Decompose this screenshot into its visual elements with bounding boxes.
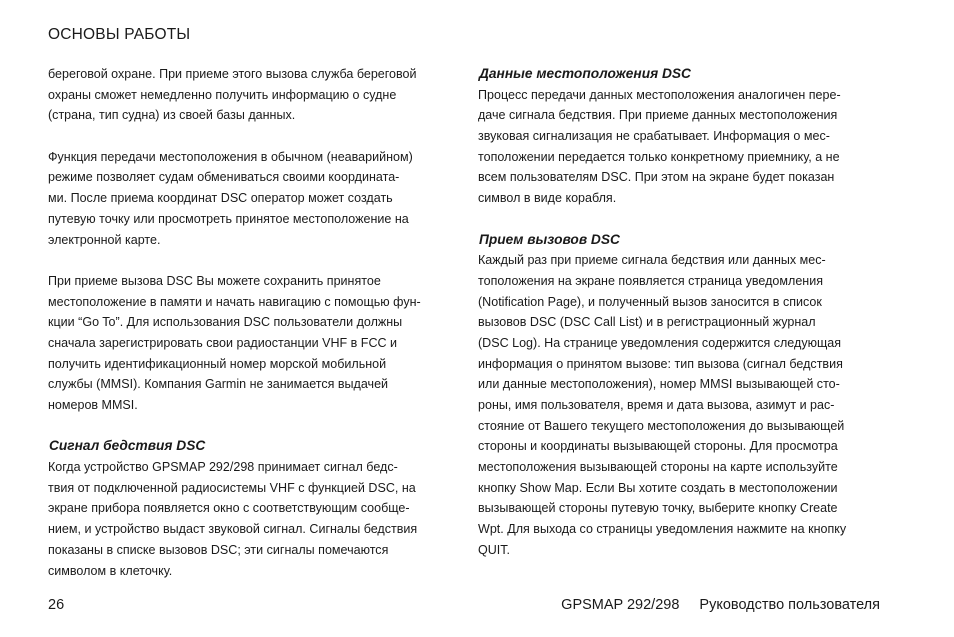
text-line: роны, имя пользователя, время и дата вызова, азимут и рас-: [478, 398, 835, 412]
paragraph: [478, 85, 888, 209]
text-line: кнопку Show Map. Если Вы хотите создать в местоположении: [478, 480, 838, 495]
text-line: путевую точку или просмотреть принятое местоположение на: [48, 211, 409, 226]
text-line: получить идентификационный номер морской мобильной: [48, 356, 387, 371]
text-line: нием, и устройство выдаст звуковой сигнал. Сигналы бедствия: [48, 522, 418, 537]
text-line: информация о принятом вызове: тип вызова (сигнал бедствия: [478, 356, 843, 371]
text-line: звуковая сигнализация не срабатывает. Информация о мес-: [478, 129, 830, 144]
paragraph: [48, 147, 458, 250]
text-line: (Notification Page), и полученный вызов заносится в список: [478, 294, 822, 309]
text-line: Процесс передачи данных местоположения аналогичен пере-: [478, 87, 841, 102]
right-column: [478, 64, 888, 561]
document-title: Руководство пользователя: [699, 597, 880, 613]
paragraph: [48, 271, 458, 416]
text-line: номеров MMSI.: [48, 398, 138, 412]
paragraph: [48, 64, 458, 126]
text-line: местоположения вызывающей стороны на карте используйте: [478, 460, 838, 475]
text-line: ми. После приема координат DSC оператор может создать: [48, 191, 393, 206]
text-line: даче сигнала бедствия. При приеме данных местоположения: [478, 108, 838, 123]
paragraph-gap: [478, 209, 888, 230]
paragraph-gap: [48, 126, 458, 147]
text-line: При приеме вызова DSC Вы можете сохранить принятое: [48, 273, 381, 288]
text-line: электронной карте.: [48, 232, 161, 247]
paragraph-gap: [48, 416, 458, 437]
text-line: сначала зарегистрировать свои радиостанции VHF в FCC и: [48, 335, 398, 350]
text-line: тоположения на экране появляется страница уведомления: [478, 273, 824, 288]
text-line: вызывающей стороны путевую точку, выберите кнопку Create: [478, 501, 838, 516]
text-line: режиме позволяет судам обмениваться своими координата-: [48, 170, 400, 185]
footer-title: [561, 597, 880, 613]
text-line: всем пользователям DSC. При этом на экране будет показан: [478, 170, 835, 185]
text-line: стояние от Вашего текущего местоположения до вызывающей: [478, 418, 845, 433]
text-line: показаны в списке вызовов DSC; эти сигналы помечаются: [48, 542, 389, 557]
text-line: Каждый раз при приеме сигнала бедствия или данных мес-: [478, 253, 826, 268]
text-line: Функция передачи местоположения в обычном (неаварийном): [48, 149, 413, 164]
section-heading: Данные местоположения DSC: [479, 66, 691, 81]
text-line: или данные местоположения), номер MMSI вызывающей сто-: [478, 377, 840, 392]
text-line: стороны и координаты вызывающей стороны. Для просмотра: [478, 439, 838, 454]
text-line: символ в виде корабля.: [478, 191, 617, 206]
text-line: береговой охране. При приеме этого вызова служба береговой: [48, 67, 417, 81]
text-line: местоположение в памяти и начать навигацию с помощью фун-: [48, 294, 421, 309]
text-line: тоположении передается только конкретному приемнику, а не: [478, 149, 840, 164]
left-column: [48, 64, 458, 581]
section-title: ОСНОВЫ РАБОТЫ: [48, 26, 191, 43]
product-name: GPSMAP 292/298: [561, 597, 680, 613]
text-line: кции “Go To”. Для использования DSC пользователи должны: [48, 315, 403, 330]
text-line: QUIT.: [478, 542, 511, 557]
section-heading: Прием вызовов DSC: [479, 231, 620, 247]
text-line: символом в клеточку.: [48, 563, 173, 578]
paragraph: [478, 250, 888, 560]
text-line: службы (MMSI). Компания Garmin не занимается выдачей: [48, 377, 389, 392]
page-number: 26: [48, 597, 65, 613]
paragraph: [48, 457, 458, 581]
text-line: Когда устройство GPSMAP 292/298 принимает сигнал бедс-: [48, 460, 398, 475]
section-heading: Сигнал бедствия DSC: [49, 438, 206, 454]
paragraph-gap: [48, 250, 458, 271]
text-line: экране прибора появляется окно с соответствующим сообще-: [48, 501, 410, 516]
text-line: охраны сможет немедленно получить информацию о судне: [48, 87, 397, 102]
text-line: твия от подключенной радиосистемы VHF с функцией DSC, на: [48, 480, 416, 495]
text-line: Wpt. Для выхода со страницы уведомления нажмите на кнопку: [478, 522, 847, 537]
text-line: (DSC Log). На странице уведомления содержится следующая: [478, 335, 842, 350]
text-line: вызовов DSC (DSC Call List) и в регистрационный журнал: [478, 315, 816, 330]
text-line: (страна, тип судна) из своей базы данных.: [48, 108, 296, 123]
